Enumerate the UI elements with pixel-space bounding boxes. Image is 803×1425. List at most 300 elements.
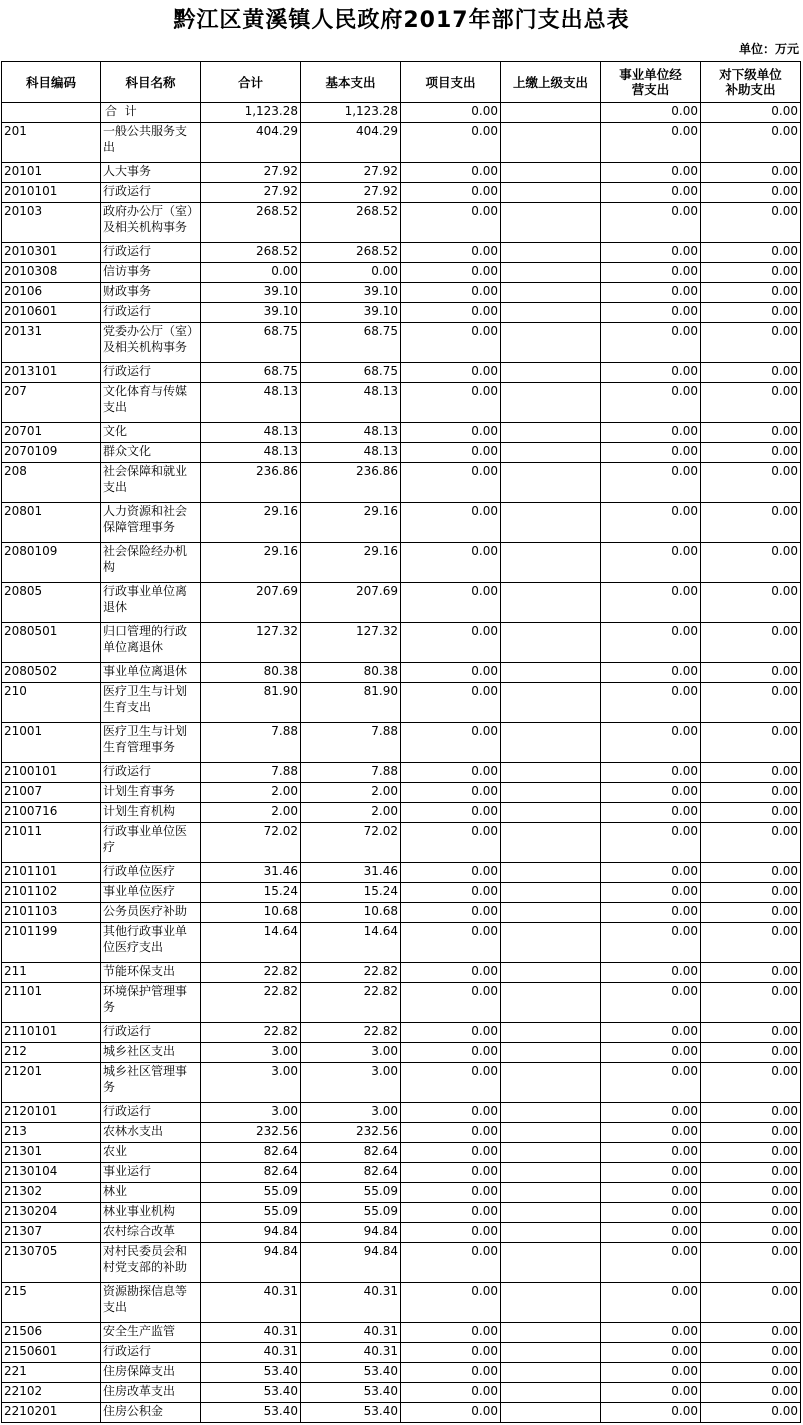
row-code: 20801 bbox=[2, 503, 101, 543]
row-upper bbox=[501, 303, 601, 323]
row-name: 行政运行 bbox=[101, 183, 201, 203]
row-subsidy: 0.00 bbox=[701, 1023, 801, 1043]
row-upper bbox=[501, 863, 601, 883]
row-business: 0.00 bbox=[601, 1183, 701, 1203]
row-subsidy: 0.00 bbox=[701, 463, 801, 503]
row-total: 48.13 bbox=[201, 443, 301, 463]
row-basic: 48.13 bbox=[301, 423, 401, 443]
table-row bbox=[2, 243, 801, 263]
row-basic: 29.16 bbox=[301, 503, 401, 543]
row-project: 0.00 bbox=[401, 823, 501, 863]
row-total: 55.09 bbox=[201, 1203, 301, 1223]
row-upper bbox=[501, 163, 601, 183]
row-project: 0.00 bbox=[401, 1323, 501, 1343]
row-upper bbox=[501, 243, 601, 263]
row-project: 0.00 bbox=[401, 1223, 501, 1243]
row-upper bbox=[501, 443, 601, 463]
row-upper bbox=[501, 1203, 601, 1223]
row-total: 15.24 bbox=[201, 883, 301, 903]
row-total: 39.10 bbox=[201, 283, 301, 303]
row-code: 22102 bbox=[2, 1383, 101, 1403]
row-basic: 3.00 bbox=[301, 1063, 401, 1103]
row-project: 0.00 bbox=[401, 1383, 501, 1403]
table-row bbox=[2, 1383, 801, 1403]
row-upper bbox=[501, 1223, 601, 1243]
header-business: 事业单位经营支出 bbox=[601, 62, 701, 103]
row-business: 0.00 bbox=[601, 803, 701, 823]
row-name: 行政运行 bbox=[101, 1103, 201, 1123]
row-upper bbox=[501, 463, 601, 503]
row-name: 资源勘探信息等支出 bbox=[101, 1283, 201, 1323]
row-upper bbox=[501, 203, 601, 243]
row-name: 节能环保支出 bbox=[101, 963, 201, 983]
row-upper bbox=[501, 883, 601, 903]
row-name: 行政事业单位医疗 bbox=[101, 823, 201, 863]
row-code: 213 bbox=[2, 1123, 101, 1143]
row-upper bbox=[501, 263, 601, 283]
row-basic: 53.40 bbox=[301, 1363, 401, 1383]
row-total: 22.82 bbox=[201, 963, 301, 983]
row-code: 2100716 bbox=[2, 803, 101, 823]
row-subsidy: 0.00 bbox=[701, 423, 801, 443]
row-basic: 48.13 bbox=[301, 383, 401, 423]
row-project: 0.00 bbox=[401, 963, 501, 983]
row-subsidy: 0.00 bbox=[701, 123, 801, 163]
row-total: 10.68 bbox=[201, 903, 301, 923]
table-row bbox=[2, 663, 801, 683]
row-name: 环境保护管理事务 bbox=[101, 983, 201, 1023]
row-name: 行政事业单位离退休 bbox=[101, 583, 201, 623]
row-total: 53.40 bbox=[201, 1363, 301, 1383]
row-basic: 55.09 bbox=[301, 1183, 401, 1203]
row-upper bbox=[501, 823, 601, 863]
row-name: 事业运行 bbox=[101, 1163, 201, 1183]
row-basic: 27.92 bbox=[301, 183, 401, 203]
row-business: 0.00 bbox=[601, 1323, 701, 1343]
row-business: 0.00 bbox=[601, 923, 701, 963]
unit-label: 单位：万元 bbox=[738, 42, 799, 56]
table-row bbox=[2, 963, 801, 983]
row-business: 0.00 bbox=[601, 683, 701, 723]
row-upper bbox=[501, 1323, 601, 1343]
row-name: 城乡社区管理事务 bbox=[101, 1063, 201, 1103]
row-total: 2.00 bbox=[201, 783, 301, 803]
row-subsidy: 0.00 bbox=[701, 1163, 801, 1183]
page-title: 黔江区黄溪镇人民政府2017年部门支出总表 bbox=[173, 8, 630, 33]
row-upper bbox=[501, 963, 601, 983]
row-code: 207 bbox=[2, 383, 101, 423]
row-project: 0.00 bbox=[401, 323, 501, 363]
row-business: 0.00 bbox=[601, 1343, 701, 1363]
row-upper bbox=[501, 1123, 601, 1143]
row-project: 0.00 bbox=[401, 663, 501, 683]
row-code: 20101 bbox=[2, 163, 101, 183]
row-total: 1,123.28 bbox=[201, 103, 301, 123]
row-basic: 3.00 bbox=[301, 1043, 401, 1063]
table-row bbox=[2, 983, 801, 1023]
row-business: 0.00 bbox=[601, 203, 701, 243]
row-subsidy: 0.00 bbox=[701, 1063, 801, 1103]
row-business: 0.00 bbox=[601, 903, 701, 923]
row-project: 0.00 bbox=[401, 623, 501, 663]
row-name: 住房公积金 bbox=[101, 1403, 201, 1423]
row-project: 0.00 bbox=[401, 803, 501, 823]
row-basic: 53.40 bbox=[301, 1383, 401, 1403]
row-subsidy: 0.00 bbox=[701, 303, 801, 323]
row-total: 3.00 bbox=[201, 1043, 301, 1063]
row-subsidy: 0.00 bbox=[701, 1323, 801, 1343]
row-business: 0.00 bbox=[601, 363, 701, 383]
table-row bbox=[2, 203, 801, 243]
row-subsidy: 0.00 bbox=[701, 243, 801, 263]
table-row bbox=[2, 1063, 801, 1103]
row-total: 22.82 bbox=[201, 983, 301, 1023]
row-subsidy: 0.00 bbox=[701, 1043, 801, 1063]
row-basic: 127.32 bbox=[301, 623, 401, 663]
row-upper bbox=[501, 903, 601, 923]
table-row bbox=[2, 323, 801, 363]
row-code: 21101 bbox=[2, 983, 101, 1023]
row-basic: 68.75 bbox=[301, 323, 401, 363]
row-subsidy: 0.00 bbox=[701, 783, 801, 803]
row-basic: 40.31 bbox=[301, 1343, 401, 1363]
row-basic: 72.02 bbox=[301, 823, 401, 863]
row-name: 公务员医疗补助 bbox=[101, 903, 201, 923]
table-row bbox=[2, 903, 801, 923]
row-name: 林业 bbox=[101, 1183, 201, 1203]
table-row bbox=[2, 1143, 801, 1163]
row-total: 127.32 bbox=[201, 623, 301, 663]
row-subsidy: 0.00 bbox=[701, 383, 801, 423]
row-basic: 40.31 bbox=[301, 1283, 401, 1323]
row-upper bbox=[501, 183, 601, 203]
table-row bbox=[2, 443, 801, 463]
row-basic: 7.88 bbox=[301, 723, 401, 763]
row-upper bbox=[501, 1063, 601, 1103]
table-row bbox=[2, 1403, 801, 1423]
row-name: 政府办公厅（室）及相关机构事务 bbox=[101, 203, 201, 243]
row-subsidy: 0.00 bbox=[701, 583, 801, 623]
row-basic: 94.84 bbox=[301, 1223, 401, 1243]
table-row bbox=[2, 103, 801, 123]
table-row bbox=[2, 263, 801, 283]
table-row bbox=[2, 163, 801, 183]
row-upper bbox=[501, 1023, 601, 1043]
row-code: 2013101 bbox=[2, 363, 101, 383]
row-subsidy: 0.00 bbox=[701, 1183, 801, 1203]
row-total: 27.92 bbox=[201, 163, 301, 183]
row-upper bbox=[501, 803, 601, 823]
row-code: 212 bbox=[2, 1043, 101, 1063]
row-code: 2150601 bbox=[2, 1343, 101, 1363]
row-subsidy: 0.00 bbox=[701, 163, 801, 183]
row-project: 0.00 bbox=[401, 463, 501, 503]
row-project: 0.00 bbox=[401, 303, 501, 323]
row-code: 208 bbox=[2, 463, 101, 503]
row-project: 0.00 bbox=[401, 883, 501, 903]
row-upper bbox=[501, 323, 601, 363]
row-total: 2.00 bbox=[201, 803, 301, 823]
row-total: 31.46 bbox=[201, 863, 301, 883]
table-row bbox=[2, 863, 801, 883]
row-subsidy: 0.00 bbox=[701, 183, 801, 203]
row-business: 0.00 bbox=[601, 1163, 701, 1183]
row-project: 0.00 bbox=[401, 1023, 501, 1043]
row-subsidy: 0.00 bbox=[701, 443, 801, 463]
row-total: 48.13 bbox=[201, 423, 301, 443]
row-name: 医疗卫生与计划生育管理事务 bbox=[101, 723, 201, 763]
row-basic: 404.29 bbox=[301, 123, 401, 163]
row-project: 0.00 bbox=[401, 1043, 501, 1063]
row-project: 0.00 bbox=[401, 1363, 501, 1383]
row-project: 0.00 bbox=[401, 783, 501, 803]
table-row bbox=[2, 1103, 801, 1123]
table-row bbox=[2, 283, 801, 303]
row-basic: 68.75 bbox=[301, 363, 401, 383]
row-business: 0.00 bbox=[601, 623, 701, 663]
row-name: 社会保险经办机构 bbox=[101, 543, 201, 583]
row-code: 221 bbox=[2, 1363, 101, 1383]
row-basic: 55.09 bbox=[301, 1203, 401, 1223]
row-code: 2101101 bbox=[2, 863, 101, 883]
row-name: 财政事务 bbox=[101, 283, 201, 303]
row-upper bbox=[501, 583, 601, 623]
row-total: 40.31 bbox=[201, 1323, 301, 1343]
row-code: 20106 bbox=[2, 283, 101, 303]
row-total: 72.02 bbox=[201, 823, 301, 863]
row-subsidy: 0.00 bbox=[701, 1223, 801, 1243]
row-code: 2120101 bbox=[2, 1103, 101, 1123]
row-name: 农业 bbox=[101, 1143, 201, 1163]
row-code: 211 bbox=[2, 963, 101, 983]
row-project: 0.00 bbox=[401, 1103, 501, 1123]
row-total: 3.00 bbox=[201, 1103, 301, 1123]
row-basic: 40.31 bbox=[301, 1323, 401, 1343]
row-business: 0.00 bbox=[601, 663, 701, 683]
row-code: 20701 bbox=[2, 423, 101, 443]
row-total: 53.40 bbox=[201, 1383, 301, 1403]
table-row bbox=[2, 1183, 801, 1203]
row-project: 0.00 bbox=[401, 203, 501, 243]
row-basic: 94.84 bbox=[301, 1243, 401, 1283]
row-basic: 2.00 bbox=[301, 803, 401, 823]
row-total: 40.31 bbox=[201, 1283, 301, 1323]
row-code: 21011 bbox=[2, 823, 101, 863]
row-upper bbox=[501, 983, 601, 1023]
row-total: 236.86 bbox=[201, 463, 301, 503]
table-row bbox=[2, 1243, 801, 1283]
row-project: 0.00 bbox=[401, 423, 501, 443]
row-project: 0.00 bbox=[401, 123, 501, 163]
row-basic: 82.64 bbox=[301, 1143, 401, 1163]
header-upper: 上缴上级支出 bbox=[501, 62, 601, 103]
row-business: 0.00 bbox=[601, 463, 701, 503]
row-business: 0.00 bbox=[601, 1043, 701, 1063]
row-upper bbox=[501, 1103, 601, 1123]
header-basic: 基本支出 bbox=[301, 62, 401, 103]
row-upper bbox=[501, 103, 601, 123]
row-business: 0.00 bbox=[601, 863, 701, 883]
row-upper bbox=[501, 1183, 601, 1203]
row-total: 268.52 bbox=[201, 203, 301, 243]
row-basic: 10.68 bbox=[301, 903, 401, 923]
row-subsidy: 0.00 bbox=[701, 963, 801, 983]
row-upper bbox=[501, 1143, 601, 1163]
row-name: 林业事业机构 bbox=[101, 1203, 201, 1223]
table-row bbox=[2, 123, 801, 163]
row-basic: 0.00 bbox=[301, 263, 401, 283]
header-name: 科目名称 bbox=[101, 62, 201, 103]
table-row bbox=[2, 1043, 801, 1063]
row-business: 0.00 bbox=[601, 1123, 701, 1143]
row-name: 事业单位医疗 bbox=[101, 883, 201, 903]
row-subsidy: 0.00 bbox=[701, 923, 801, 963]
row-business: 0.00 bbox=[601, 723, 701, 763]
row-name: 群众文化 bbox=[101, 443, 201, 463]
row-basic: 82.64 bbox=[301, 1163, 401, 1183]
table-row bbox=[2, 183, 801, 203]
table-row bbox=[2, 803, 801, 823]
row-upper bbox=[501, 623, 601, 663]
row-business: 0.00 bbox=[601, 1383, 701, 1403]
row-project: 0.00 bbox=[401, 503, 501, 543]
row-code: 2130204 bbox=[2, 1203, 101, 1223]
row-subsidy: 0.00 bbox=[701, 1383, 801, 1403]
header-subsidy: 对下级单位补助支出 bbox=[701, 62, 801, 103]
table-row bbox=[2, 423, 801, 443]
row-name: 农林水支出 bbox=[101, 1123, 201, 1143]
row-name: 人力资源和社会保障管理事务 bbox=[101, 503, 201, 543]
row-basic: 14.64 bbox=[301, 923, 401, 963]
table-row bbox=[2, 583, 801, 623]
row-code: 21001 bbox=[2, 723, 101, 763]
row-upper bbox=[501, 1383, 601, 1403]
row-business: 0.00 bbox=[601, 323, 701, 363]
table-row bbox=[2, 1223, 801, 1243]
row-code: 2010101 bbox=[2, 183, 101, 203]
row-subsidy: 0.00 bbox=[701, 283, 801, 303]
row-code: 2101103 bbox=[2, 903, 101, 923]
row-subsidy: 0.00 bbox=[701, 1403, 801, 1423]
row-code: 201 bbox=[2, 123, 101, 163]
row-upper bbox=[501, 723, 601, 763]
row-basic: 1,123.28 bbox=[301, 103, 401, 123]
row-business: 0.00 bbox=[601, 1283, 701, 1323]
row-total: 29.16 bbox=[201, 503, 301, 543]
row-project: 0.00 bbox=[401, 543, 501, 583]
row-total: 53.40 bbox=[201, 1403, 301, 1423]
row-subsidy: 0.00 bbox=[701, 1363, 801, 1383]
row-upper bbox=[501, 1403, 601, 1423]
row-subsidy: 0.00 bbox=[701, 363, 801, 383]
row-upper bbox=[501, 1363, 601, 1383]
row-upper bbox=[501, 663, 601, 683]
row-business: 0.00 bbox=[601, 1103, 701, 1123]
row-name: 行政运行 bbox=[101, 243, 201, 263]
row-name: 归口管理的行政单位离退休 bbox=[101, 623, 201, 663]
row-basic: 27.92 bbox=[301, 163, 401, 183]
header-row bbox=[2, 62, 801, 103]
row-business: 0.00 bbox=[601, 503, 701, 543]
row-upper bbox=[501, 423, 601, 443]
row-total: 3.00 bbox=[201, 1063, 301, 1103]
row-code: 2010301 bbox=[2, 243, 101, 263]
row-total: 82.64 bbox=[201, 1163, 301, 1183]
table-row bbox=[2, 683, 801, 723]
row-basic: 39.10 bbox=[301, 303, 401, 323]
row-business: 0.00 bbox=[601, 243, 701, 263]
row-business: 0.00 bbox=[601, 543, 701, 583]
row-business: 0.00 bbox=[601, 763, 701, 783]
row-subsidy: 0.00 bbox=[701, 1103, 801, 1123]
row-basic: 22.82 bbox=[301, 983, 401, 1023]
row-name: 文化体育与传媒支出 bbox=[101, 383, 201, 423]
row-code: 21301 bbox=[2, 1143, 101, 1163]
row-total: 68.75 bbox=[201, 363, 301, 383]
row-code: 215 bbox=[2, 1283, 101, 1323]
row-project: 0.00 bbox=[401, 1243, 501, 1283]
row-total: 39.10 bbox=[201, 303, 301, 323]
row-business: 0.00 bbox=[601, 123, 701, 163]
row-total: 29.16 bbox=[201, 543, 301, 583]
row-upper bbox=[501, 1283, 601, 1323]
row-total: 207.69 bbox=[201, 583, 301, 623]
row-subsidy: 0.00 bbox=[701, 203, 801, 243]
row-code: 20805 bbox=[2, 583, 101, 623]
row-code: 2130104 bbox=[2, 1163, 101, 1183]
row-code: 21302 bbox=[2, 1183, 101, 1203]
row-basic: 53.40 bbox=[301, 1403, 401, 1423]
row-name: 行政运行 bbox=[101, 363, 201, 383]
row-project: 0.00 bbox=[401, 903, 501, 923]
row-business: 0.00 bbox=[601, 1243, 701, 1283]
row-code: 2070109 bbox=[2, 443, 101, 463]
row-code: 2010308 bbox=[2, 263, 101, 283]
row-code: 21307 bbox=[2, 1223, 101, 1243]
table-row bbox=[2, 503, 801, 543]
row-name: 其他行政事业单位医疗支出 bbox=[101, 923, 201, 963]
row-name: 安全生产监管 bbox=[101, 1323, 201, 1343]
row-code: 21007 bbox=[2, 783, 101, 803]
row-code: 2010601 bbox=[2, 303, 101, 323]
row-subsidy: 0.00 bbox=[701, 263, 801, 283]
row-subsidy: 0.00 bbox=[701, 1203, 801, 1223]
row-upper bbox=[501, 283, 601, 303]
row-upper bbox=[501, 503, 601, 543]
row-project: 0.00 bbox=[401, 1123, 501, 1143]
table-row bbox=[2, 383, 801, 423]
row-basic: 48.13 bbox=[301, 443, 401, 463]
row-name: 城乡社区支出 bbox=[101, 1043, 201, 1063]
row-project: 0.00 bbox=[401, 923, 501, 963]
table-row bbox=[2, 763, 801, 783]
row-subsidy: 0.00 bbox=[701, 323, 801, 363]
row-total: 94.84 bbox=[201, 1223, 301, 1243]
row-project: 0.00 bbox=[401, 983, 501, 1023]
table-row bbox=[2, 923, 801, 963]
row-basic: 22.82 bbox=[301, 963, 401, 983]
row-code: 210 bbox=[2, 683, 101, 723]
row-subsidy: 0.00 bbox=[701, 883, 801, 903]
row-total: 14.64 bbox=[201, 923, 301, 963]
row-project: 0.00 bbox=[401, 863, 501, 883]
row-project: 0.00 bbox=[401, 443, 501, 463]
row-subsidy: 0.00 bbox=[701, 763, 801, 783]
table-row bbox=[2, 363, 801, 383]
table-row bbox=[2, 1363, 801, 1383]
row-upper bbox=[501, 123, 601, 163]
row-project: 0.00 bbox=[401, 1203, 501, 1223]
